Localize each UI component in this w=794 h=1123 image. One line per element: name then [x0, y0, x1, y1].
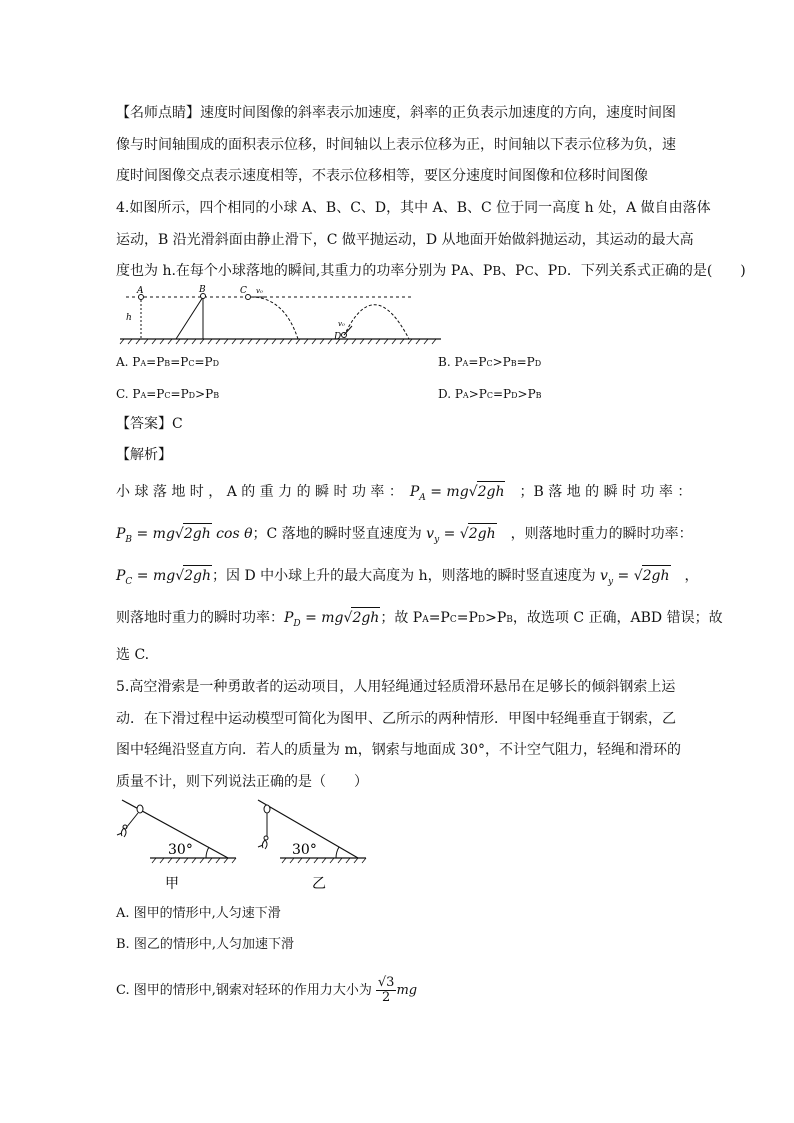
- q4-figure: [116, 284, 446, 344]
- q4-solution-line-2: $P_B = mg√2gh$ cos θ；C 落地的瞬时竖直速度为 $v_y = √2gh$ ，则落地时重力的瞬时功率：: [116, 523, 686, 550]
- label-b: B: [199, 285, 206, 295]
- right-angle-label: 30°: [292, 842, 317, 858]
- label-v0-d: v₀: [338, 320, 345, 328]
- label-d: D: [334, 332, 342, 342]
- q4-line-3-tail: ．下列关系式正确的是( ): [566, 263, 746, 279]
- tip-line-1: 【名师点睛】速度时间图像的斜率表示加速度，斜率的正负表示加速度的方向，速度时间图: [116, 105, 676, 121]
- q5-line-3: 图中轻绳沿竖直方向．若人的质量为 m，钢索与地面成 30°，不计空气阻力，轻绳和滑环的: [116, 742, 681, 758]
- q4-solution-line-4: 则落地时重力的瞬时功率：$P_D = mg√2gh$；故 PA=PC=PD>PB，故选项 C 正确，ABD 错误；故: [116, 607, 686, 634]
- q5-option-b[interactable]: B. 图乙的情形中,人匀加速下滑: [116, 937, 294, 952]
- q4-line-3-text: 度也为 h.在每个小球落地的瞬间,其重力的功率分别为 P: [116, 263, 461, 279]
- q4-line-1: 4.如图所示，四个相同的小球 A、B、C、D，其中 A、B、C 位于同一高度 h 处，A 做自由落体: [116, 200, 711, 216]
- q5-line-2: 动．在下滑过程中运动模型可简化为图甲、乙所示的两种情形．甲图中轻绳垂直于钢索，乙: [116, 711, 676, 727]
- tip-line-2: 像与时间轴围成的面积表示位移，时间轴以上表示位移为正，时间轴以下表示位移为负，速: [116, 137, 676, 153]
- tip-line-3: 度时间图像交点表示速度相等，不表示位移相等，要区分速度时间图像和位移时间图像: [116, 168, 648, 184]
- q4-analysis-title: 【解析】: [116, 447, 172, 463]
- q5-line-4: 质量不计，则下列说法正确的是（ ）: [116, 774, 368, 790]
- q4-answer: 【答案】C: [116, 416, 183, 432]
- left-angle-label: 30°: [168, 842, 193, 858]
- q5-figure-right: [250, 800, 380, 895]
- q5-option-a[interactable]: A. 图甲的情形中,人匀速下滑: [116, 906, 281, 921]
- label-v0-c: v₀: [256, 287, 263, 295]
- q4-subscripts: A: [460, 264, 469, 278]
- label-h: h: [126, 313, 132, 323]
- q5-figure-left: [110, 800, 240, 895]
- q5-line-1: 5.高空滑索是一种勇敢者的运动项目，人用轻绳通过轻质滑环悬吊在足够长的倾斜钢索上运: [116, 679, 676, 695]
- left-caption: 甲: [165, 876, 179, 892]
- q5-option-c[interactable]: C. 图甲的情形中,钢索对轻环的作用力大小为 $\frac{√3}{2}$ mg: [116, 975, 418, 1005]
- q4-line-3: 度也为 h.在每个小球落地的瞬间,其重力的功率分别为 PA、PB、PC、PD．下列关系式正确的是( ): [116, 263, 746, 279]
- q4-option-b[interactable]: B. PA=PC>PB=PD: [438, 355, 542, 369]
- q4-solution-line-3: $P_C = mg√2gh$；因 D 中小球上升的最大高度为 h，则落地的瞬时竖直速度为 $v_y = √2gh$ ，: [116, 565, 686, 592]
- q4-line-2: 运动，B 沿光滑斜面由静止滑下，C 做平抛运动，D 从地面开始做斜抛运动，其运动的最大高: [116, 232, 694, 248]
- q4-option-d[interactable]: D. PA>PC=PD>PB: [438, 387, 542, 401]
- q4-solution-line-1: 小 球 落 地 时 ， A 的 重 力 的 瞬 时 功 率 ： $P_A = mg√2gh$ ；B 落 地 的 瞬 时 功 率 ：: [116, 481, 686, 508]
- q4-option-a[interactable]: A. PA=PB=PC=PD: [116, 355, 220, 369]
- q4-option-c[interactable]: C. PA=PC=PD>PB: [116, 387, 220, 401]
- label-a: A: [137, 286, 144, 296]
- label-c: C: [240, 286, 247, 296]
- right-caption: 乙: [312, 876, 326, 892]
- q4-solution-line-5: 选 C.: [116, 647, 150, 663]
